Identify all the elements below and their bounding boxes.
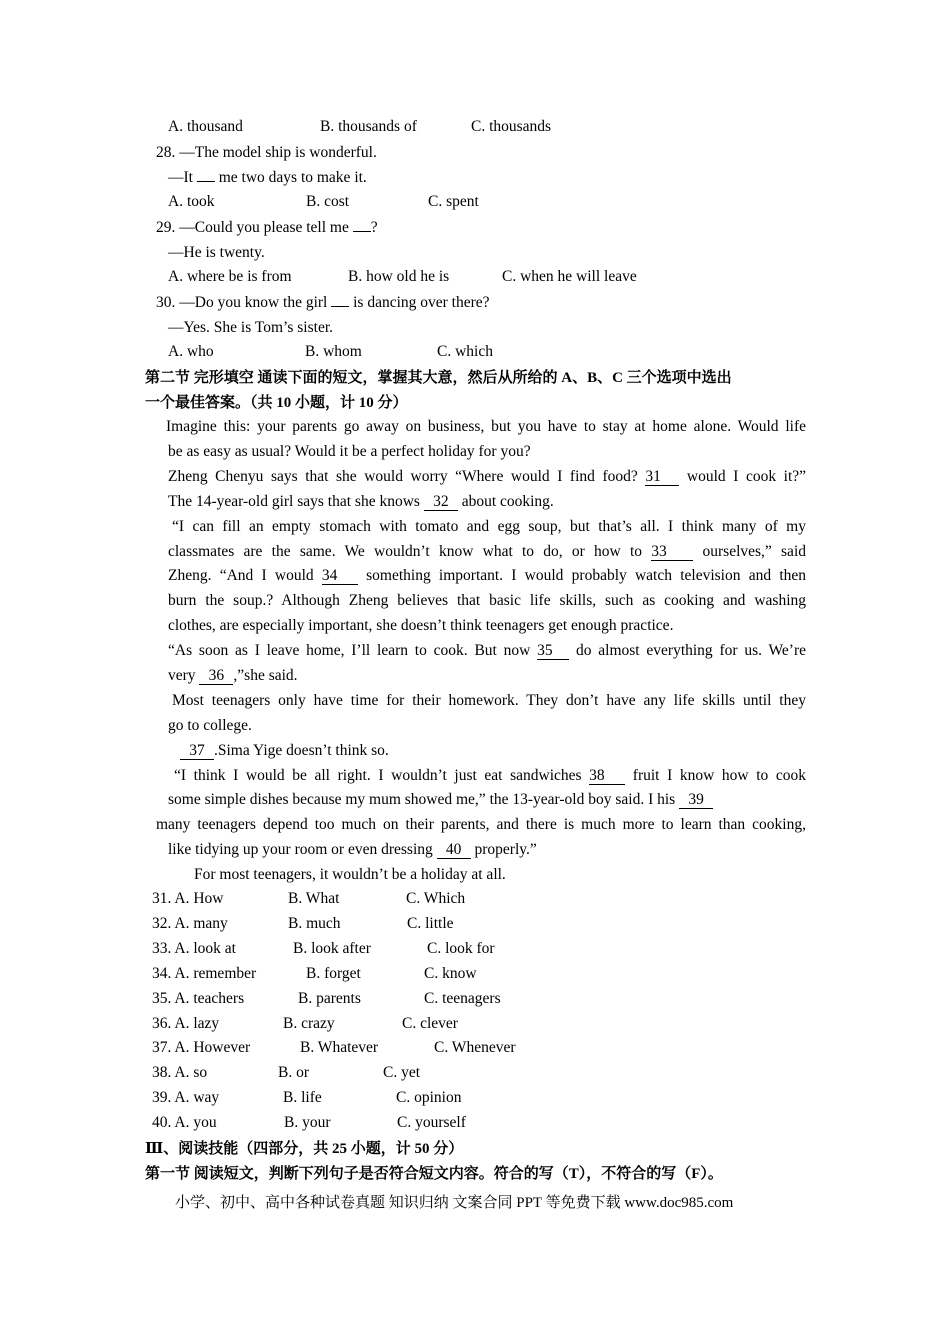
cloze-option-39c: C. opinion — [396, 1089, 462, 1106]
passage-line-10b: do almost everything for us. We’re — [575, 642, 807, 659]
cloze-option-37c: C. Whenever — [434, 1039, 516, 1056]
cloze-option-32a: 32. A. many — [152, 915, 228, 932]
passage-line-19: For most teenagers, it wouldn’t be a holiday at all. — [194, 866, 506, 883]
cloze-option-39b: B. life — [283, 1089, 322, 1106]
part3-heading: Ⅲ、阅读技能（四部分，共 25 小题，计 50 分） — [145, 1141, 464, 1157]
cloze-option-35c: C. teenagers — [424, 990, 501, 1007]
cloze-option-40c: C. yourself — [397, 1114, 466, 1131]
passage-line-6 — [168, 542, 806, 562]
cloze-blank-32: 32 — [424, 494, 458, 511]
q28-blank — [197, 181, 215, 182]
cloze-option-34a: 34. A. remember — [152, 965, 257, 982]
q30-stem — [156, 293, 490, 313]
cloze-blank-37: 37 — [180, 743, 214, 760]
passage-line-18b: properly.” — [474, 841, 537, 858]
q30-option-a: A. who — [168, 343, 214, 360]
q29-stem-before: 29. —Could you please tell me — [156, 219, 349, 236]
passage-line-4 — [168, 492, 554, 512]
cloze-option-36c: C. clever — [402, 1015, 458, 1032]
cloze-blank-38: 38 — [589, 768, 625, 785]
passage-line-1: Imagine this: your parents go away on business, but you have to stay at home alone. Would life — [166, 418, 806, 435]
cloze-option-31b: B. What — [288, 890, 340, 907]
cloze-option-31c: C. Which — [406, 890, 466, 907]
q29-reply: —He is twenty. — [168, 244, 265, 261]
passage-line-4b: about cooking. — [461, 493, 554, 510]
cloze-option-33b: B. look after — [293, 940, 371, 957]
q28-option-b: B. cost — [306, 193, 350, 210]
cloze-option-34b: B. forget — [306, 965, 361, 982]
q29-stem-after: ? — [370, 219, 378, 236]
cloze-option-38a: 38. A. so — [152, 1064, 208, 1081]
cloze-blank-35: 35 — [537, 643, 569, 660]
passage-line-11a: very — [168, 667, 196, 684]
q27-option-a: A. thousand — [168, 118, 243, 135]
cloze-option-36a: 36. A. lazy — [152, 1015, 220, 1032]
cloze-option-36b: B. crazy — [283, 1015, 335, 1032]
cloze-option-39a: 39. A. way — [152, 1089, 220, 1106]
passage-line-11 — [168, 666, 298, 686]
passage-line-16 — [168, 790, 713, 810]
passage-line-3b: would I cook it?” — [686, 468, 807, 485]
section2-heading-line1: 第二节 完形填空 通读下面的短文，掌握其大意，然后从所给的 A、B、C 三个选项中选出 — [145, 370, 732, 386]
cloze-option-35a: 35. A. teachers — [152, 990, 245, 1007]
q29-stem — [156, 218, 378, 238]
passage-line-18 — [168, 840, 537, 860]
q30-option-c: C. which — [437, 343, 493, 360]
cloze-option-37a: 37. A. However — [152, 1039, 251, 1056]
cloze-blank-39: 39 — [679, 792, 713, 809]
cloze-option-38b: B. or — [278, 1064, 309, 1081]
cloze-option-33c: C. look for — [427, 940, 495, 957]
cloze-option-35b: B. parents — [298, 990, 361, 1007]
passage-line-9: clothes, are especially important, she doesn’t think teenagers get enough practice. — [168, 617, 674, 634]
section2-heading-line2: 一个最佳答案。（共 10 小题，计 10 分） — [145, 395, 408, 411]
q30-option-b: B. whom — [305, 343, 362, 360]
passage-line-3 — [168, 467, 806, 487]
cloze-option-37b: B. Whatever — [300, 1039, 379, 1056]
q28-stem: 28. —The model ship is wonderful. — [156, 144, 377, 161]
q29-blank — [353, 231, 371, 232]
q29-option-c: C. when he will leave — [502, 268, 637, 285]
cloze-option-40a: 40. A. you — [152, 1114, 217, 1131]
cloze-option-38c: C. yet — [383, 1064, 421, 1081]
passage-line-15a: “I think I would be all right. I wouldn’t just eat sandwiches — [174, 767, 582, 784]
passage-line-17: many teenagers depend too much on their parents, and there is much more to learn than cooking, — [156, 816, 806, 833]
passage-line-6b: ourselves,” said — [702, 543, 806, 560]
passage-line-14 — [180, 741, 389, 761]
q28-reply — [168, 168, 367, 188]
q28-option-c: C. spent — [428, 193, 479, 210]
passage-line-5: “I can fill an empty stomach with tomato and egg soup, but that’s all. I think many of my — [172, 518, 806, 535]
passage-line-14b: .Sima Yige doesn’t think so. — [214, 742, 389, 759]
q29-option-b: B. how old he is — [348, 268, 450, 285]
q28-reply-before: —It — [168, 169, 193, 186]
cloze-blank-40: 40 — [437, 842, 471, 859]
cloze-blank-34: 34 — [322, 568, 358, 585]
cloze-blank-36: 36 — [199, 668, 233, 685]
cloze-option-33a: 33. A. look at — [152, 940, 236, 957]
passage-line-13: go to college. — [168, 717, 252, 734]
passage-line-2: be as easy as usual? Would it be a perfect holiday for you? — [168, 443, 531, 460]
passage-line-6a: classmates are the same. We wouldn’t know what to do, or how to — [168, 543, 643, 560]
passage-line-16a: some simple dishes because my mum showed me,” the 13-year-old boy said. I his — [168, 791, 676, 808]
cloze-option-32b: B. much — [288, 915, 341, 932]
q30-stem-before: 30. —Do you know the girl — [156, 294, 328, 311]
cloze-blank-33: 33 — [651, 544, 693, 561]
passage-line-8: burn the soup.? Although Zheng believes that basic life skills, such as cooking and washing — [168, 592, 806, 609]
cloze-option-31a: 31. A. How — [152, 890, 224, 907]
q30-blank — [331, 306, 349, 307]
passage-line-15b: fruit I know how to cook — [632, 767, 806, 784]
part3-section1-heading: 第一节 阅读短文，判断下列句子是否符合短文内容。符合的写（T），不符合的写（F）。 — [145, 1166, 723, 1182]
passage-line-10 — [168, 641, 806, 661]
page-footer: 小学、初中、高中各种试卷真题 知识归纳 文案合同 PPT 等免费下载 www.doc985.com — [175, 1195, 734, 1211]
cloze-blank-31: 31 — [645, 469, 679, 486]
q28-reply-after: me two days to make it. — [218, 169, 367, 186]
q29-option-a: A. where be is from — [168, 268, 292, 285]
cloze-option-34c: C. know — [424, 965, 477, 982]
q30-stem-after: is dancing over there? — [353, 294, 490, 311]
passage-line-7a: Zheng. “And I would — [168, 567, 314, 584]
q27-option-c: C. thousands — [471, 118, 552, 135]
passage-line-11b: ,”she said. — [233, 667, 298, 684]
passage-line-15 — [174, 766, 806, 786]
cloze-option-32c: C. little — [407, 915, 454, 932]
passage-line-12: Most teenagers only have time for their homework. They don’t have any life skills until they — [172, 692, 806, 709]
passage-line-7b: something important. I would probably watch television and then — [366, 567, 807, 584]
q27-option-b: B. thousands of — [320, 118, 417, 135]
passage-line-4a: The 14-year-old girl says that she knows — [168, 493, 420, 510]
passage-line-10a: “As soon as I leave home, I’ll learn to cook. But now — [168, 642, 531, 659]
q30-reply: —Yes. She is Tom’s sister. — [168, 319, 334, 336]
cloze-option-40b: B. your — [284, 1114, 331, 1131]
q28-option-a: A. took — [168, 193, 215, 210]
passage-line-18a: like tidying up your room or even dressing — [168, 841, 433, 858]
passage-line-3a: Zheng Chenyu says that she would worry “Where would I find food? — [168, 468, 638, 485]
passage-line-7 — [168, 566, 806, 586]
